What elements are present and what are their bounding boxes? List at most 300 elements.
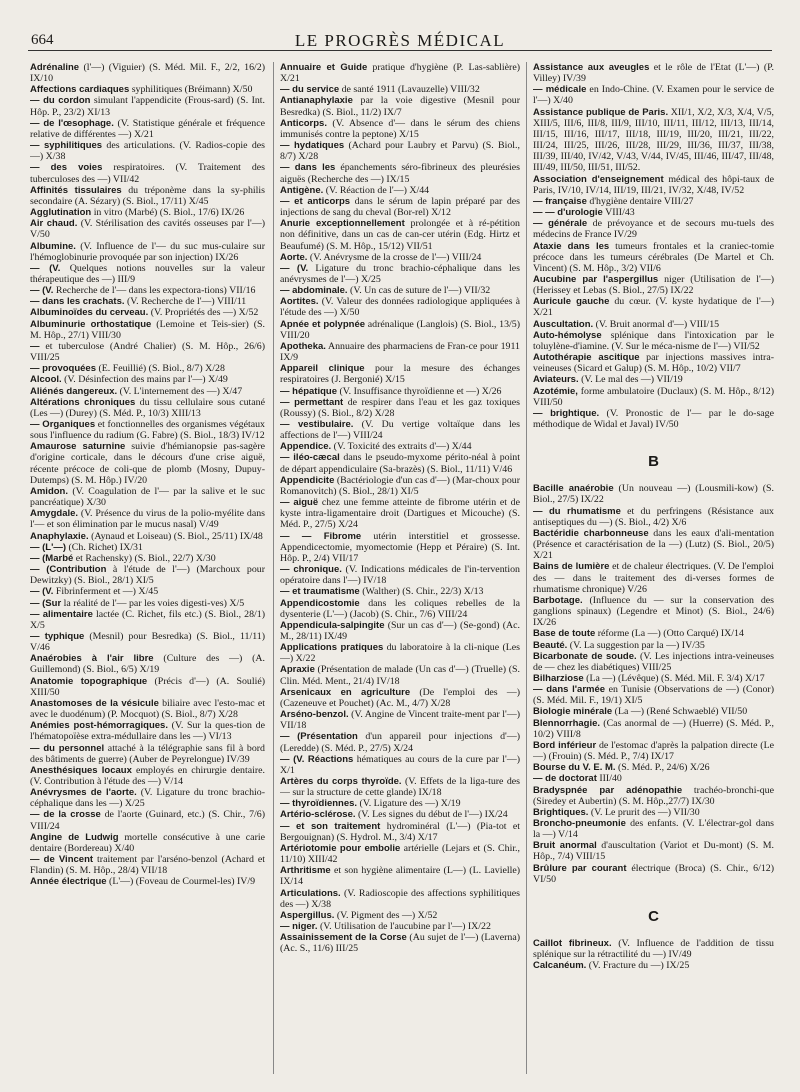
entry-text: (V. Pigment des —) X/52 [334, 909, 438, 921]
entry-keyword: — du cordon [30, 95, 91, 107]
entry-text: (Culture des —) (A. Guillemond) (S. Biol., 6/5) X/19 [30, 653, 265, 676]
page-number: 664 [31, 32, 54, 48]
entry-keyword: — (V. Réactions [280, 753, 354, 765]
entry-keyword: Air chaud. [30, 218, 78, 230]
entry-text: artérielle (Lejars et (S. Chir., 11/10) XIII/42 [280, 842, 520, 866]
entry-text: VIII/43 [602, 207, 635, 219]
index-entry [533, 960, 774, 971]
entry-text: (V. Les injections intra-veineuses de — chez les diabétiques) VIII/25 [533, 650, 774, 673]
entry-text: splénique dans l'intoxication par le toluylène-d'iamine. (V. Sur le méca-nisme de l'—) VII/52 [533, 329, 774, 352]
entry-text: de prévoyance et de secours mu-tuels des médecins de France IV/29 [533, 218, 774, 241]
entry-text: trachéo-bronchi-que (Siredey et Aubertin) (S. M. Hôp.,27/7) IX/30 [533, 784, 774, 807]
entry-text: (V. Utilisation de l'aucubine par l'—) IX/22 [317, 921, 491, 933]
entry-keyword: — thyroïdiennes. [280, 798, 358, 810]
index-entry [280, 865, 520, 887]
index-entry [280, 397, 520, 419]
entry-keyword: Appendicite [280, 474, 335, 486]
entry-keyword: Autothérapie ascitique [533, 352, 640, 364]
index-entry [280, 386, 520, 397]
entry-keyword: Albuminurie orthostatique [30, 318, 152, 330]
index-entry [30, 118, 265, 140]
entry-keyword: Antianaphylaxie [280, 95, 353, 107]
entry-text: dans le pseudo-myxome périto-néal à point de départ appendiculaire (Sa-brazès) (S. Biol., 11/11) V/46 [280, 452, 520, 475]
entry-text: (Lemoine et Teis-sier) (S. M. Hôp., 27/1) VIII/30 [30, 318, 265, 341]
entry-text: adrénalique (Langlois) (S. Biol., 13/5) VIII/20 [280, 318, 520, 341]
index-entry [30, 854, 265, 876]
index-entry [280, 809, 520, 820]
index-entry [533, 196, 774, 207]
index-entry [280, 497, 520, 530]
entry-text: (V. Bruit anormal d'—) VIII/15 [593, 318, 720, 330]
index-entry [30, 809, 265, 831]
index-entry [533, 241, 774, 274]
index-entry [30, 586, 265, 597]
index-entry [30, 386, 265, 397]
index-entry [280, 664, 520, 686]
entry-keyword: — (V. [30, 285, 54, 297]
index-entry [533, 561, 774, 594]
entry-keyword: — du service [280, 84, 340, 96]
index-entry [280, 798, 520, 809]
entry-keyword: Arthritisme [280, 865, 331, 877]
entry-keyword: Brûlure par courant [533, 862, 627, 874]
index-entry [30, 296, 265, 307]
entry-text: électrique (Broca) (S. Chir., 6/12) VI/50 [533, 862, 774, 885]
entry-keyword: Appendicostomie [280, 597, 360, 609]
index-entry [280, 843, 520, 865]
section-letter: B [648, 453, 659, 471]
index-entry [280, 531, 520, 564]
entry-keyword: Artères du corps thyroïde. [280, 776, 402, 787]
column-divider [273, 62, 274, 1074]
entry-text: (Un nouveau —) (Lousmili-kow) (S. Biol., 27/5) IX/22 [533, 483, 774, 506]
entry-keyword: — chronique. [280, 564, 342, 576]
page-header [28, 20, 772, 50]
column-divider [526, 62, 527, 1074]
entry-text: (Walther) (S. Chir., 22/3) X/13 [359, 586, 484, 598]
index-entry [30, 207, 265, 218]
index-entry [30, 419, 265, 441]
entry-keyword: Brightiques. [533, 806, 589, 818]
index-entry [533, 673, 774, 684]
entry-keyword: Bilharziose [533, 672, 584, 684]
entry-keyword: Agglutination [30, 207, 92, 219]
entry-keyword: Bacille anaérobie [533, 483, 614, 495]
entry-text: (V. Ligature des —) X/19 [357, 798, 461, 810]
entry-keyword: Albumine. [30, 240, 76, 252]
entry-text: pour la mesure des échanges respiratoires (J. Bergonié) X/15 [280, 363, 520, 386]
index-entry [280, 419, 520, 441]
index-entry [30, 553, 265, 564]
index-entry [533, 785, 774, 807]
index-entry [280, 564, 520, 586]
entry-keyword: Broncho-pneumonie [533, 818, 626, 829]
entry-text: d'un appareil pour injections d'—) (Leredde) (S. Méd. P., 27/5) X/24 [280, 731, 520, 754]
index-entry [280, 586, 520, 597]
entry-keyword: Alcool. [30, 374, 62, 386]
entry-text: (V. Absence d'— dans le sérum des chiens immunisés contre la peptone) X/15 [280, 117, 520, 140]
index-entry [533, 762, 774, 773]
index-entry [280, 932, 520, 954]
entry-keyword: Arsenicaux en agriculture [280, 686, 411, 698]
entry-keyword: Antigène. [280, 184, 324, 196]
index-entry [280, 296, 520, 318]
entry-keyword: Auscultation. [533, 318, 594, 330]
entry-keyword: Caillot fibrineux. [533, 938, 612, 950]
entry-text: par injections massives intra-veineuses (Sicard et Galup) (S. M. Hôp., 10/2) VII/7 [533, 352, 774, 375]
index-entry [533, 174, 774, 196]
entry-keyword: Anaérobies à l'air libre [30, 653, 154, 665]
entry-keyword: Appendicula-salpingite [280, 619, 385, 631]
entry-keyword: Anémies post-hémorragiques. [30, 720, 168, 732]
index-entry [30, 743, 265, 765]
index-entry [533, 330, 774, 352]
index-entry [280, 921, 520, 932]
entry-text: (V. Réaction de l'—) X/44 [323, 184, 430, 196]
entry-keyword: — dans les crachats. [30, 296, 125, 308]
entry-text: (V. Anévrysme de la crosse de l'—) VIII/24 [307, 251, 482, 263]
entry-keyword: Bains de lumière [533, 561, 610, 573]
entry-keyword: Association d'enseignement [533, 173, 664, 185]
entry-text: (La —) (Lévêque) (S. Méd. Mil. F. 3/4) X/17 [583, 672, 765, 684]
entry-keyword: Aucubine par l'aspergillus [533, 273, 659, 285]
index-entry [30, 542, 265, 553]
entry-text: Fibrinferment et —) X/45 [53, 586, 159, 598]
entry-keyword: Année électrique [30, 876, 107, 888]
entry-keyword: — (Marbé [30, 552, 74, 564]
index-entry [280, 620, 520, 642]
entry-text: lactée (C. Richet, fils etc.) (S. Biol., 28/1) X/5 [30, 608, 265, 631]
entry-text: (V. Statistique générale et fréquence relative de différentes —) X/21 [30, 117, 265, 140]
index-entry [533, 628, 774, 639]
index-entry [280, 341, 520, 363]
index-entry [280, 821, 520, 843]
entry-keyword: — médicale [533, 84, 587, 96]
index-column-1 [30, 62, 265, 1078]
entry-text: épanchements séro-fibrineux des pleurésies aiguës (Recherche des —) IX/15 [280, 162, 520, 185]
entry-keyword: Bicarbonate de soude. [533, 650, 637, 662]
index-entry [533, 684, 774, 706]
index-entry [533, 296, 774, 318]
index-entry [30, 531, 265, 542]
index-entry [30, 397, 265, 419]
entry-text: de respirer dans l'eau et les gaz toxiques (Roussy) (S. Biol., 8/2) X/28 [280, 396, 520, 419]
index-entry [280, 118, 520, 140]
entry-keyword: — hépatique [280, 385, 338, 397]
entry-keyword: Amaurose saturnine [30, 441, 126, 453]
entry-text: hématiques au cours de la cure par l'—) X/1 [280, 753, 520, 776]
entry-keyword: Calcanéum. [533, 960, 587, 972]
entry-text: (Présentation de malade (Un cas d'—) (Truelle) (S. Clin. Méd. Ment., 21/4) IV/18 [280, 664, 520, 687]
index-entry [280, 95, 520, 117]
index-entry [30, 876, 265, 887]
entry-text: Recherche de l'— dans les expectora-tions) VII/16 [53, 285, 256, 297]
entry-text: (V. Le prurit des —) VII/30 [588, 806, 700, 818]
entry-keyword: Articulations. [280, 887, 341, 899]
entry-text: (V. Insuffisance thyroïdienne et —) X/26 [337, 385, 502, 397]
entry-text: (V. Effets de la liga-ture des — sur la structure de cette glande) IX/18 [280, 776, 520, 799]
entry-keyword: — française [533, 195, 587, 207]
index-entry [30, 341, 265, 363]
entry-text: des enfants. (V. L'électrar-gol dans la —) V/14 [533, 818, 774, 841]
entry-keyword: Barbotage. [533, 594, 583, 606]
index-entry [30, 441, 265, 486]
index-entry [280, 185, 520, 196]
index-entry [280, 84, 520, 95]
entry-keyword: Apraxie [280, 664, 315, 676]
entry-keyword: — dans l'armée [533, 684, 606, 696]
index-entry [280, 252, 520, 263]
entry-text: tumeurs frontales et la craniec-tomie précoce dans les tumeurs cérébrales (De Martel et Ch. Vincent) (S. M. Hôp., 3/2) VII/6 [533, 240, 774, 274]
entry-keyword: Altérations chroniques [30, 396, 136, 408]
index-entry [280, 140, 520, 162]
entry-keyword: — abdominale. [280, 285, 348, 297]
entry-text: (V. Les signes du début de l'—) IX/24 [355, 809, 508, 821]
entry-text: réforme (La —) (Otto Carqué) IX/14 [595, 628, 744, 640]
index-entry [30, 374, 265, 385]
entry-text: et son hygiène alimentaire (L—) (L. Lavielle) IX/14 [280, 865, 520, 888]
index-entry [280, 888, 520, 910]
entry-text: la réalité de l'— par les voies digesti-ves) X/5 [61, 597, 245, 609]
index-column-3 [533, 62, 774, 1078]
entry-text: (V. L'internement des —) X/47 [117, 385, 243, 397]
entry-text: (V. Stérilisation des cavités osseuses par l'—) V/50 [30, 218, 265, 241]
entry-text: (V. La suggestion par la —) IV/35 [567, 639, 705, 651]
entry-text: (Cas anormal de —) (Huerre) (S. Méd. P., 10/2) VIII/8 [533, 717, 774, 740]
entry-keyword: Aviateurs. [533, 374, 579, 386]
index-entry [533, 483, 774, 505]
entry-text: (l'—) (Viguier) (S. Méd. Mil. F., 2/2, 16/2) IX/10 [30, 62, 265, 85]
entry-keyword: Artério-sclérose. [280, 809, 356, 821]
entry-keyword: — provoquées [30, 363, 96, 375]
index-entry [280, 731, 520, 753]
entry-text: à l'étude de l'—) (Marchoux pour Dewitzky) (S. Biol., 28/1) XI/5 [30, 564, 265, 587]
entry-text: Quelques notions nouvelles sur la valeur thérapeutique des —) III/9 [30, 262, 265, 285]
entry-text: de l'aorte (Guinard, etc.) (S. Chir., 7/6) VIII/24 [30, 809, 265, 832]
entry-text: chez une femme atteinte de fibrome utérin et de kyste intra-ligamentaire droit (Dartigues et Micouche) (S. Méd. P., 27/5) X/24 [280, 497, 520, 531]
entry-keyword: — alimentaire [30, 608, 93, 620]
entry-keyword: — et anticorps [280, 195, 351, 207]
index-entry [280, 754, 520, 776]
entry-keyword: — aiguë [280, 497, 319, 509]
entry-text: dans les eaux d'ali-mentation (Présence et caractérisation de la —) (Lutz) (S. Biol., 20/5) X/21 [533, 527, 774, 562]
entry-text: (Précis d'—) (A. Soulié) XIII/50 [30, 675, 265, 698]
entry-keyword: Bruit anormal [533, 840, 597, 852]
entry-text: (V. Influence de l'addition de tissu splénique sur la rétractilité du —) IV/49 [533, 938, 774, 961]
entry-keyword: Apotheka. [280, 340, 326, 352]
entry-text: et du perfringens (Résistance aux antiseptiques du —) (S. Biol., 4/2) X/6 [533, 505, 774, 528]
entry-keyword: Affections cardiaques [30, 84, 130, 96]
index-entry [280, 62, 520, 84]
index-entry [533, 374, 774, 385]
entry-text: simulant l'appendicite (Frous-sard) (S. Int. Hôp. P., 23/2) XI/13 [30, 95, 265, 118]
index-entry [280, 687, 520, 709]
entry-keyword: Bourse du V. E. M. [533, 762, 616, 774]
entry-text: syphilitiques (Bréimann) X/50 [129, 84, 253, 96]
index-entry [533, 773, 774, 784]
entry-text: d'hygiène dentaire VIII/27 [586, 195, 694, 207]
entry-text: par la voie digestive (Mesnil pour Besredka) (S. Biol., 11/2) IX/7 [280, 95, 520, 118]
index-entry [533, 506, 774, 528]
entry-keyword: Ataxie dans les [533, 240, 610, 252]
entry-text: (V. Sur la ques-tion de l'hématopoïèse extra-médullaire dans les —) VI/13 [30, 720, 265, 743]
entry-keyword: — et son traitement [280, 820, 381, 832]
index-entry [30, 218, 265, 240]
entry-text: (V. Influence de l'— du suc mus-culaire sur l'hémoglobinurie provoquée par son injection) IX/26 [30, 240, 265, 263]
index-entry [30, 564, 265, 586]
entry-text: traitement par l'arséno-benzol (Achard et Flandin) (S. M. Hôp., 28/4) VII/18 [30, 854, 265, 877]
entry-keyword: — typhique [30, 630, 85, 642]
entry-text: in vitro (Marbé) (S. Biol., 17/6) IX/26 [91, 207, 245, 219]
index-entry [280, 642, 520, 664]
entry-keyword: Azotémie, [533, 385, 578, 397]
entry-keyword: Bactéridie charbonneuse [533, 527, 649, 539]
index-entry [30, 241, 265, 263]
entry-text: (V. Du vertige voltaïque dans les affections de l'—) VIII/24 [280, 419, 520, 442]
entry-keyword: Anastomoses de la vésicule [30, 697, 159, 709]
entry-keyword: Angine de Ludwig [30, 831, 119, 843]
entry-text: des articulations. (V. Radios-copie des —) X/38 [30, 140, 265, 163]
entry-text: employés en chirurgie dentaire. (V. Contribution à l'étude des —) V/14 [30, 764, 265, 787]
entry-keyword: Assistance publique de Paris. [533, 106, 669, 118]
index-entry [533, 386, 774, 408]
index-entry [30, 285, 265, 296]
index-entry [280, 452, 520, 474]
entry-keyword: — générale [533, 218, 588, 230]
entry-text: (V. Propriétés des —) X/52 [148, 307, 259, 319]
entry-keyword: — — Fibrome [280, 530, 362, 542]
entry-keyword: — de Vincent [30, 854, 94, 866]
entry-text: en Tunisie (Observations de —) (Conor) (S. Méd. Mil. F., 19/1) XI/5 [533, 684, 774, 707]
entry-keyword: Base de toute [533, 628, 596, 640]
entry-keyword: Adrénaline [30, 62, 80, 73]
entry-text: (V. Fracture du —) IX/25 [586, 960, 690, 972]
entry-keyword: — (V. [280, 262, 309, 274]
entry-keyword: Bord inférieur [533, 739, 597, 751]
entry-text: (Ch. Richet) IX/31 [66, 541, 143, 553]
entry-keyword: Aliénés dangereux. [30, 385, 118, 397]
entry-text: médical des hôpi-taux de Paris, IV/10, IV/14, III/19, III/21, IV/32, X/48, IV/52 [533, 173, 774, 196]
index-column-2 [280, 62, 520, 1078]
entry-keyword: Arséno-benzol. [280, 709, 349, 721]
entry-keyword: Anatomie topographique [30, 675, 148, 687]
entry-keyword: — [30, 340, 40, 352]
entry-text: d'auscultation (Variot et Du-mont) (S. M. Hôp., 7/4) VIII/15 [533, 840, 774, 863]
entry-keyword: — vestibulaire. [280, 419, 354, 430]
index-entry [280, 776, 520, 798]
index-entry [30, 598, 265, 609]
index-entry [30, 140, 265, 162]
index-entry [533, 84, 774, 106]
entry-text: (V. Un cas de suture de l'—) VII/32 [347, 285, 491, 297]
entry-keyword: Artériotomie pour embolie [280, 842, 401, 854]
index-entry [30, 95, 265, 117]
entry-keyword: Anticorps. [280, 117, 327, 129]
entry-keyword: — syphilitiques [30, 140, 103, 152]
entry-keyword: Applications pratiques [280, 642, 384, 654]
index-entry [280, 475, 520, 497]
entry-text: en Indo-Chine. (V. Examen pour le service de l'—) X/40 [533, 84, 774, 107]
entry-text: attaché à la télégraphie sans fil à bord des bâtiments de guerre) (Auber de Peyrelongue) IV/39 [30, 742, 265, 765]
entry-keyword: — de l'œsophage. [30, 117, 114, 129]
entry-text: Annuaire des pharmaciens de Fran-ce pour 1911 IX/9 [280, 340, 520, 364]
entry-keyword: — de doctorat [533, 773, 597, 785]
entry-keyword: Anesthésiques locaux [30, 764, 132, 776]
entry-text: (V. Pronostic de l'— par le do-sage méthodique de Widal et Javal) IV/50 [533, 407, 774, 430]
index-entry [533, 218, 774, 240]
index-entry [30, 486, 265, 508]
entry-text: (Influence du — sur la conservation des ganglions spinaux) (Legendre et Minot) (S. Biol., 24/6) IX/26 [533, 594, 774, 629]
entry-text: et Rachensky) (S. Biol., 22/7) X/30 [73, 552, 216, 564]
entry-keyword: — (Sur [30, 597, 62, 609]
entry-text: (V. Présence du virus de la polio-myélite dans l'— et son élimination par le mucus nasal) V/49 [30, 508, 265, 531]
entry-keyword: — des voies [30, 162, 103, 174]
entry-keyword: Albuminoïdes du cerveau. [30, 307, 149, 319]
entry-text: (Au sujet de l'—) (Laverna) (Ac. S., 11/6) III/25 [280, 932, 520, 955]
entry-text: dans le sérum de lapin préparé par des injections de sang du cheval (Bor-rel) X/12 [280, 195, 520, 219]
entry-keyword: — brightique. [533, 407, 600, 419]
entry-text: et de chaleur électriques. (V. De l'emploi des — dans le traitement des di-verses formes de rhumatisme chronique) V/26 [533, 561, 774, 595]
entry-text: (Bactériologie d'un cas d'—) (Mar-choux pour Romanovitch) (S. Biol., 28/1) XI/5 [280, 474, 520, 497]
entry-text: (E. Feuillié) (S. Biol., 8/7) X/28 [96, 363, 225, 375]
index-entry [30, 363, 265, 374]
entry-keyword: Anévrysmes de l'aorte. [30, 787, 137, 799]
index-entry [30, 765, 265, 787]
entry-text: (S. Méd. P., 24/6) X/26 [615, 762, 710, 774]
index-entry [533, 840, 774, 862]
index-entry [30, 832, 265, 854]
entry-text: mortelle consécutive à une carie dentaire (Bordereau) X/40 [30, 831, 265, 854]
index-entry [533, 274, 774, 296]
entry-text: (La —) (René Schwaeblé) VII/50 [612, 706, 748, 718]
index-entry [533, 408, 774, 430]
entry-text: (V. Coagulation de l'— par la salive et le suc pancréatique) X/30 [30, 485, 265, 509]
entry-keyword: — Organiques [30, 419, 96, 430]
entry-keyword: — (Présentation [280, 731, 358, 743]
header-rule [28, 50, 772, 51]
index-entry [280, 263, 520, 285]
entry-text: (Mesnil) pour Besredka) (S. Biol., 11/11) V/46 [30, 630, 265, 654]
index-entry [533, 706, 774, 717]
entry-keyword: — iléo-cæcal [280, 452, 340, 464]
entry-text: biliaire avec l'esto-mac et avec le duodénum) (P. Mocquot) (S. Biol., 8/7) X/28 [30, 697, 265, 721]
entry-text: utérin interstitiel et grossesse. Appendicectomie, myomectomie (Hepp et Péraire) (S. Int. Hôp. P., 2/4) VII/17 [280, 530, 520, 564]
entry-keyword: Appendice. [280, 441, 332, 453]
index-entry [533, 863, 774, 885]
entry-text: et fonctionnelles des organismes végétaux sous l'influence du radium (G. Fabre) (S. Biol., 18/3) IV/12 [30, 419, 265, 442]
index-entry [280, 285, 520, 296]
index-entry [280, 598, 520, 620]
running-title: LE PROGRÈS MÉDICAL [294, 31, 506, 50]
entry-keyword: — — d'urologie [533, 207, 603, 219]
entry-text: respiratoires. (V. Traitement des tuberculoses des —) VII/42 [30, 162, 265, 185]
entry-keyword: — du personnel [30, 742, 105, 754]
index-entry [30, 698, 265, 720]
index-entry [280, 441, 520, 452]
entry-keyword: Beauté. [533, 639, 568, 651]
entry-keyword: Aortites. [280, 296, 319, 308]
entry-keyword: Appareil clinique [280, 363, 365, 375]
entry-keyword: Biologie minérale [533, 706, 613, 718]
entry-keyword: — du rhumatisme [533, 505, 621, 517]
index-entry [533, 595, 774, 628]
index-entry [280, 709, 520, 731]
entry-text: et tuberculose (André Chalier) (S. M. Hôp., 26/6) VIII/25 [30, 340, 265, 364]
entry-text: (V. Le mal des —) VII/19 [578, 374, 683, 386]
index-entry [30, 508, 265, 530]
entry-keyword: — hydatiques [280, 140, 345, 152]
entry-keyword: Bradyspnée par adénopathie [533, 784, 683, 796]
